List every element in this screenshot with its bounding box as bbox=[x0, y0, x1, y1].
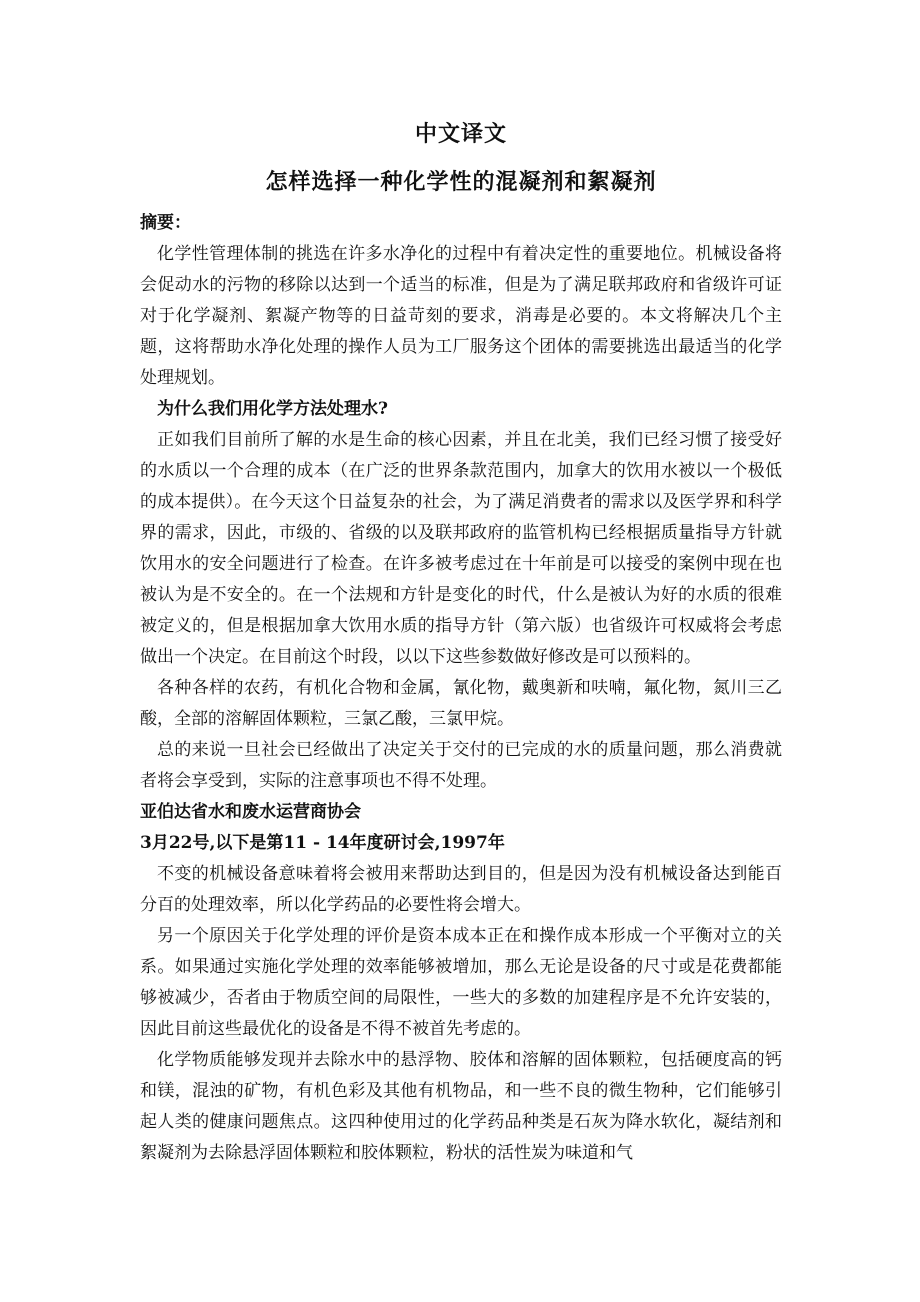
abstract-paragraph: 化学性管理体制的挑选在许多水净化的过程中有着决定性的重要地位。机械设备将会促动水的污物的移除以达到一个适当的标准，但是为了满足联邦政府和省级许可证对于化学凝剂、絮凝产物等的日益苛刻的要求，消毒是必要的。本文将解决几个主题，这将帮助水净化处理的操作人员为工厂服务这个团体的需要挑选出最适当的化学处理规划。 bbox=[140, 244, 782, 388]
document-page bbox=[140, 118, 782, 1169]
body-paragraph: 不变的机械设备意味着将会被用来帮助达到目的，但是因为没有机械设备达到能百分百的处理效率，所以化学药品的必要性将会增大。 bbox=[140, 864, 782, 915]
document-title: 中文译文 bbox=[414, 121, 507, 147]
abstract-label: 摘要： bbox=[140, 213, 191, 233]
body-paragraph: 化学物质能够发现并去除水中的悬浮物、胶体和溶解的固体颗粒，包括硬度高的钙和镁，混浊的矿物，有机色彩及其他有机物品，和一些不良的微生物种，它们能够引起人类的健康问题焦点。这四种使用过的化学药品种类是石灰为降水软化，凝结剂和絮凝剂为去除悬浮固体颗粒和胶体颗粒，粉状的活性炭为味道和气 bbox=[140, 1050, 782, 1163]
body-paragraph: 另一个原因关于化学处理的评价是资本成本正在和操作成本形成一个平衡对立的关系。如果通过实施化学处理的效率能够被增加，那么无论是设备的尺寸或是花费都能够被减少，否者由于物质空间的局限性，一些大的多数的加建程序是不允许安装的，因此目前这些最优化的设备是不得不被首先考虑的。 bbox=[140, 926, 782, 1039]
body-paragraph: 各种各样的农药，有机化合物和金属，氰化物，戴奥新和呋喃，氟化物，氮川三乙酸，全部的溶解固体颗粒，三氯乙酸，三氯甲烷。 bbox=[140, 678, 782, 729]
body-paragraph: 正如我们目前所了解的水是生命的核心因素，并且在北美，我们已经习惯了接受好的水质以一个合理的成本（在广泛的世界条款范围内，加拿大的饮用水被以一个极低的成本提供）。在今天这个日益复杂的社会，为了满足消费者的需求以及医学界和科学界的需求，因此，市级的、省级的以及联邦政府的监管机构已经根据质量指导方针就饮用水的安全问题进行了检查。在许多被考虑过在十年前是可以接受的案例中现在也被认为是不安全的。在一个法规和方针是变化的时代，什么是被认为好的水质的很难被定义的，但是根据加拿大饮用水质的指导方针（第六版）也省级许可权威将会考虑做出一个决定。在目前这个时段，以以下这些参数做好修改是可以预料的。 bbox=[140, 430, 782, 667]
body-paragraph: 总的来说一旦社会已经做出了决定关于交付的已完成的水的质量问题，那么消费就者将会享受到，实际的注意事项也不得不处理。 bbox=[140, 740, 782, 791]
association-heading: 亚伯达省水和废水运营商协会 bbox=[140, 802, 361, 822]
date-heading: 3月22号,以下是第11 - 14年度研讨会,1997年 bbox=[140, 833, 505, 853]
section-heading-why-chemical: 为什么我们用化学方法处理水? bbox=[157, 399, 388, 419]
document-subtitle: 怎样选择一种化学性的混凝剂和絮凝剂 bbox=[265, 169, 657, 195]
